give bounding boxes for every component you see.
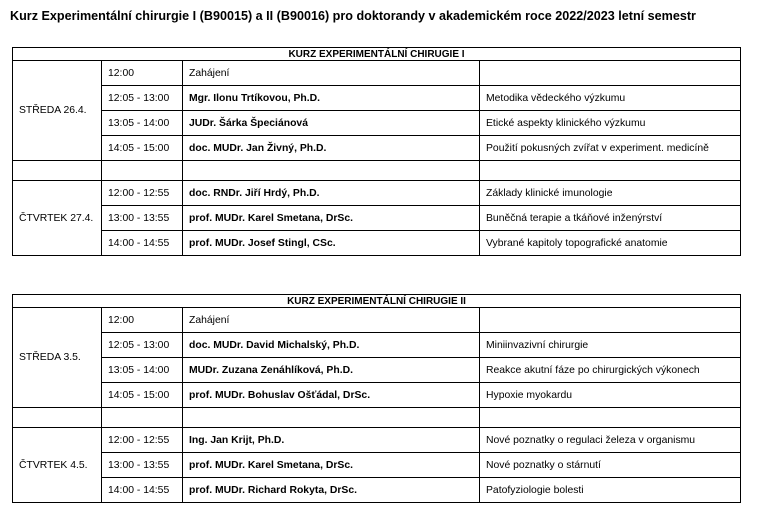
day-label: ČTVRTEK 4.5. — [13, 428, 102, 503]
topic-cell: Buněčná terapie a tkáňové inženýrství — [480, 206, 741, 231]
lecturer-cell: prof. MUDr. Josef Stingl, CSc. — [183, 231, 480, 256]
table-row — [13, 206, 741, 231]
topic-cell: Nové poznatky o stárnutí — [480, 453, 741, 478]
topic-cell: Metodika vědeckého výzkumu — [480, 86, 741, 111]
lecturer-cell: MUDr. Zuzana Zenáhlíková, Ph.D. — [183, 358, 480, 383]
lecturer-cell: JUDr. Šárka Špeciánová — [183, 111, 480, 136]
time-cell: 12:00 - 12:55 — [102, 428, 183, 453]
lecturer-cell: prof. MUDr. Bohuslav Ošťádal, DrSc. — [183, 383, 480, 408]
topic-cell: Reakce akutní fáze po chirurgických výkonech — [480, 358, 741, 383]
topic-cell: Hypoxie myokardu — [480, 383, 741, 408]
table-row — [13, 181, 741, 206]
topic-cell: Vybrané kapitoly topografické anatomie — [480, 231, 741, 256]
day-label: ČTVRTEK 27.4. — [13, 181, 102, 256]
table-header-row — [13, 295, 741, 308]
spacer-row — [13, 161, 741, 181]
time-cell: 14:00 - 14:55 — [102, 231, 183, 256]
table-row — [13, 308, 741, 333]
table-row — [13, 231, 741, 256]
page-title: Kurz Experimentální chirurgie I (B90015) a II (B90016) pro doktorandy v akademickém roce 2022/2023 letní semestr — [10, 9, 696, 23]
lecturer-cell: doc. MUDr. David Michalský, Ph.D. — [183, 333, 480, 358]
table-row — [13, 478, 741, 503]
topic-cell: Miniinvazivní chirurgie — [480, 333, 741, 358]
time-cell: 14:05 - 15:00 — [102, 383, 183, 408]
lecturer-cell: doc. MUDr. Jan Živný, Ph.D. — [183, 136, 480, 161]
course-2-table — [12, 294, 741, 503]
topic-cell: Použití pokusných zvířat v experiment. medicíně — [480, 136, 741, 161]
time-cell: 13:05 - 14:00 — [102, 358, 183, 383]
lecturer-cell: Mgr. Ilonu Trtíkovou, Ph.D. — [183, 86, 480, 111]
day-label: STŘEDA 26.4. — [13, 61, 102, 161]
course-1-header: KURZ EXPERIMENTÁLNÍ CHIRUGIE I — [13, 48, 741, 61]
table-row — [13, 428, 741, 453]
course-1-table — [12, 47, 741, 256]
time-cell: 14:05 - 15:00 — [102, 136, 183, 161]
day-label: STŘEDA 3.5. — [13, 308, 102, 408]
time-cell: 12:05 - 13:00 — [102, 333, 183, 358]
topic-cell: Základy klinické imunologie — [480, 181, 741, 206]
lecturer-cell: prof. MUDr. Richard Rokyta, DrSc. — [183, 478, 480, 503]
table-row — [13, 358, 741, 383]
time-cell: 12:00 — [102, 308, 183, 333]
table-row — [13, 136, 741, 161]
time-cell: 12:05 - 13:00 — [102, 86, 183, 111]
topic-cell — [480, 61, 741, 86]
lecturer-cell: doc. RNDr. Jiří Hrdý, Ph.D. — [183, 181, 480, 206]
table-row — [13, 383, 741, 408]
topic-cell: Patofyziologie bolesti — [480, 478, 741, 503]
opening-cell: Zahájení — [183, 61, 480, 86]
topic-cell: Etické aspekty klinického výzkumu — [480, 111, 741, 136]
table-row — [13, 333, 741, 358]
time-cell: 12:00 - 12:55 — [102, 181, 183, 206]
time-cell: 12:00 — [102, 61, 183, 86]
lecturer-cell: prof. MUDr. Karel Smetana, DrSc. — [183, 453, 480, 478]
spacer-row — [13, 408, 741, 428]
table-row — [13, 453, 741, 478]
table-row — [13, 111, 741, 136]
lecturer-cell: Ing. Jan Krijt, Ph.D. — [183, 428, 480, 453]
course-2-header: KURZ EXPERIMENTÁLNÍ CHIRUGIE II — [13, 295, 741, 308]
time-cell: 13:05 - 14:00 — [102, 111, 183, 136]
opening-cell: Zahájení — [183, 308, 480, 333]
time-cell: 13:00 - 13:55 — [102, 206, 183, 231]
time-cell: 14:00 - 14:55 — [102, 478, 183, 503]
table-row — [13, 86, 741, 111]
lecturer-cell: prof. MUDr. Karel Smetana, DrSc. — [183, 206, 480, 231]
table-row — [13, 61, 741, 86]
topic-cell — [480, 308, 741, 333]
table-header-row — [13, 48, 741, 61]
time-cell: 13:00 - 13:55 — [102, 453, 183, 478]
topic-cell: Nové poznatky o regulaci železa v organismu — [480, 428, 741, 453]
